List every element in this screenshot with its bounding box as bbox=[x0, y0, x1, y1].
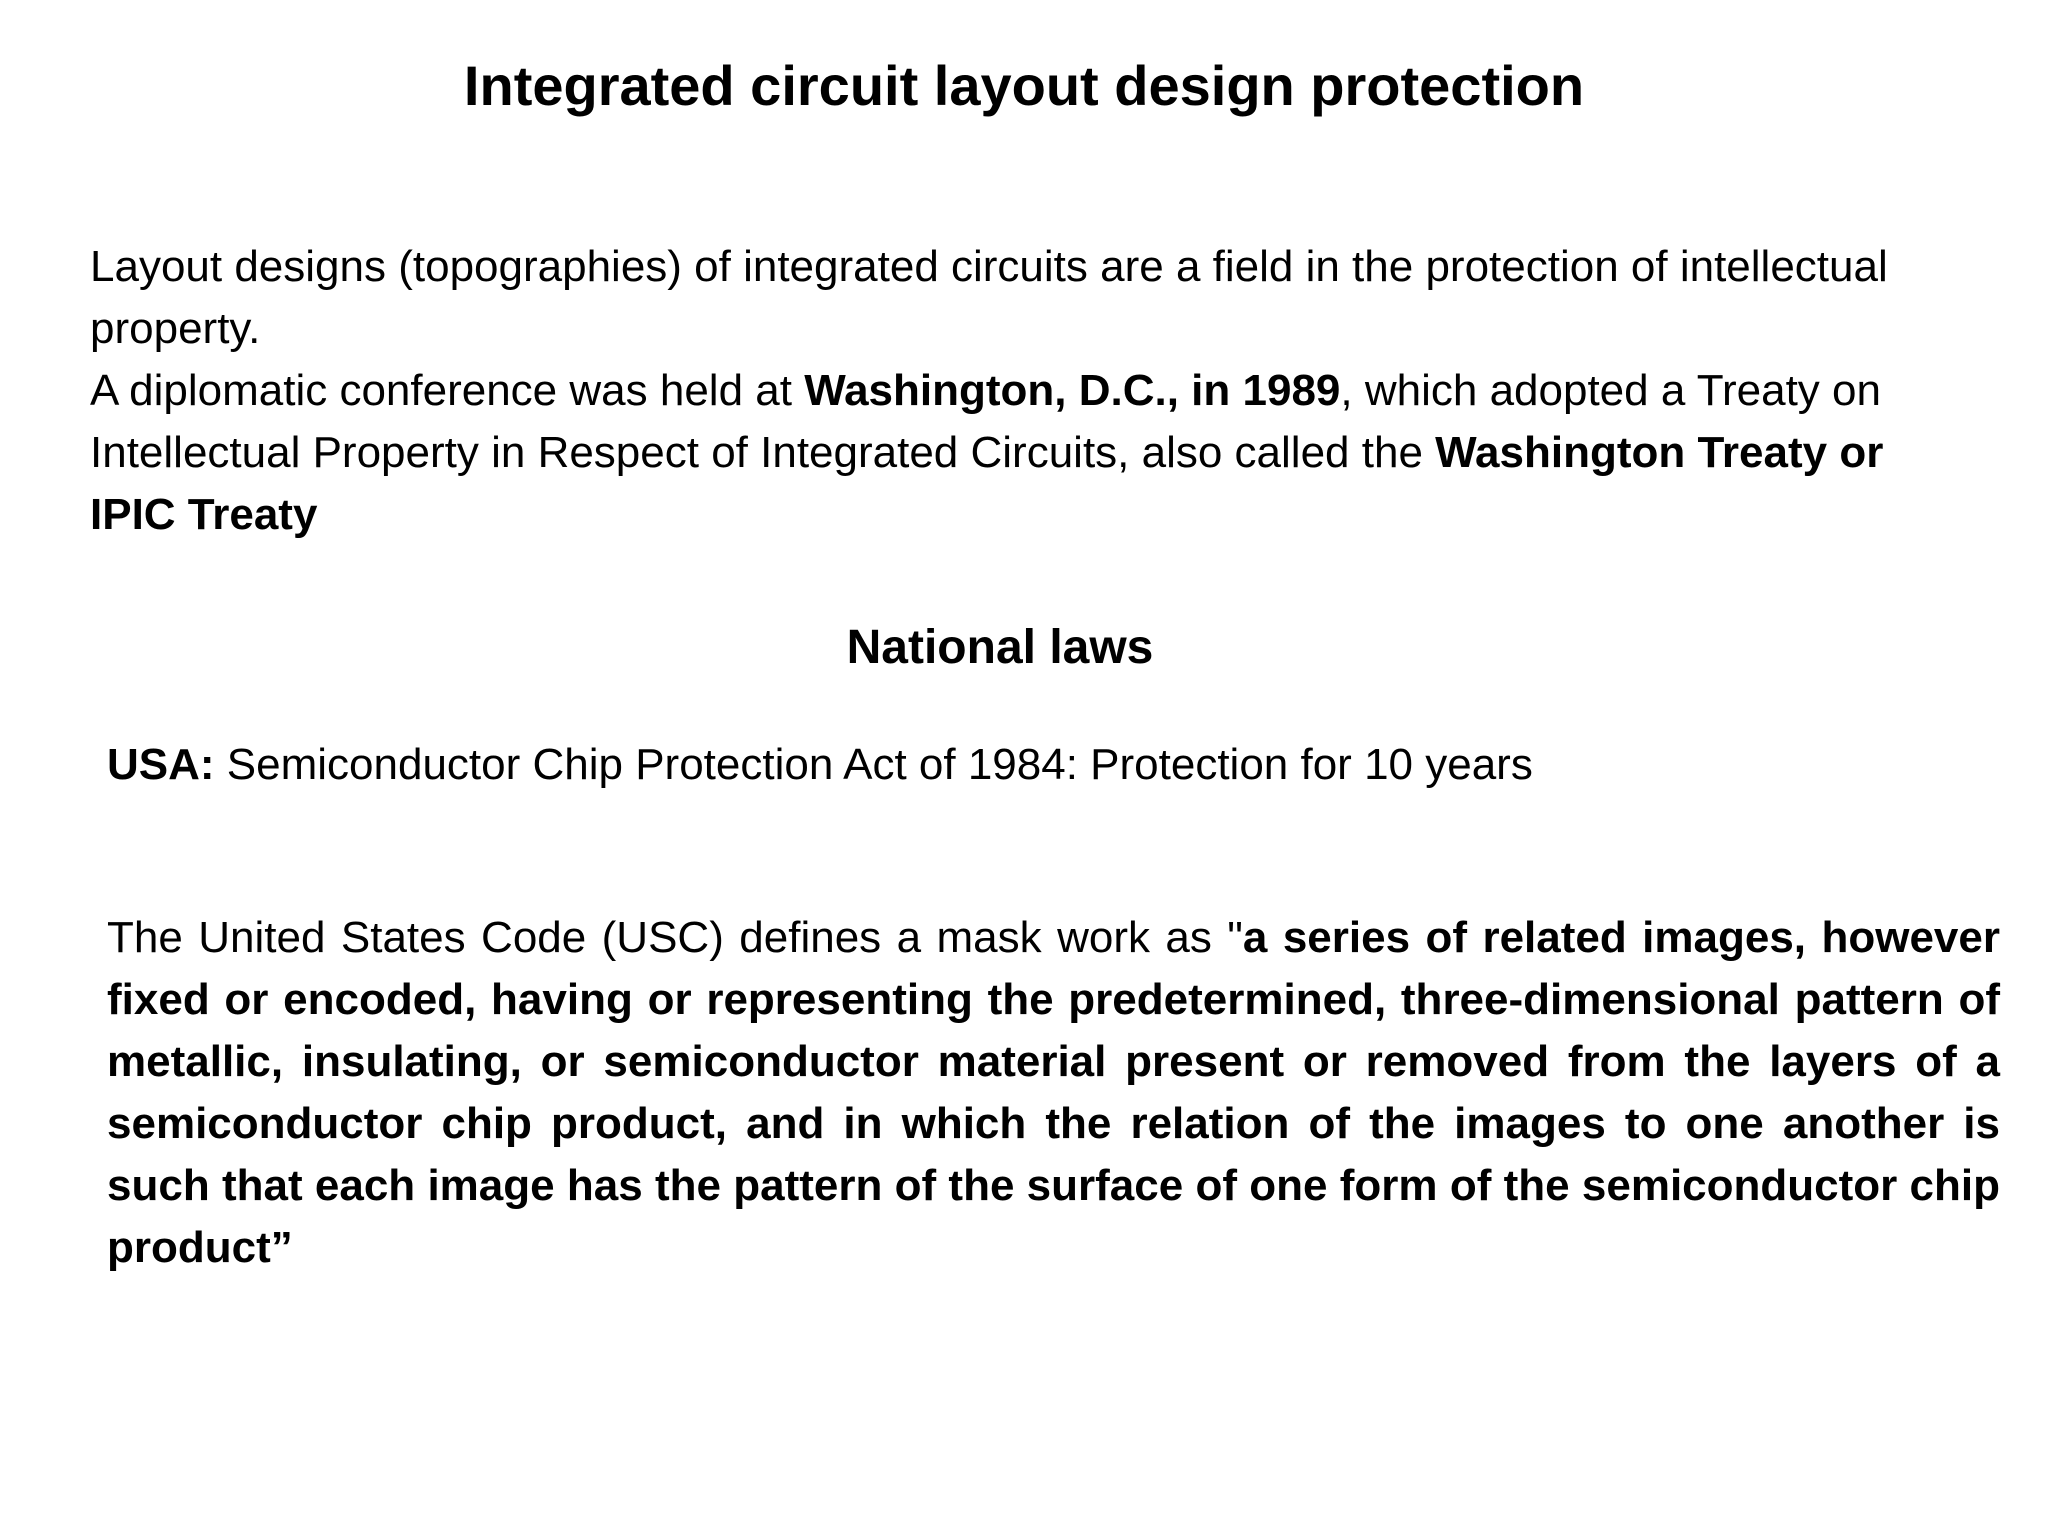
slide-title: Integrated circuit layout design protection bbox=[463, 54, 1585, 117]
definition-quote: a series of related images, however fixed or encoded, having or representing the predetermined, three-dimensional pattern of metallic, insulating, or semiconductor material present or removed from the layers of a semiconductor chip product, and in which the relation of the images to one another is such that each image has the pattern of the surface of one form of the semiconductor chip product” bbox=[107, 913, 2000, 1272]
intro-paragraph-1: Layout designs (topographies) of integrated circuits are a field in the protection of intellectual property. bbox=[90, 242, 1888, 353]
intro-paragraph-2 bbox=[90, 360, 1970, 546]
usa-label: USA: bbox=[107, 740, 215, 789]
usa-law-text: Semiconductor Chip Protection Act of 1984: Protection for 10 years bbox=[214, 740, 1533, 789]
intro-text-b: , which adopted a Treaty on Intellectual Property in Respect of Integrated Circuits, also called the bbox=[90, 366, 1881, 477]
conference-location-date: Washington, D.C., in 1989 bbox=[804, 366, 1341, 415]
definition-intro: The United States Code (USC) defines a mask work as " bbox=[107, 913, 1243, 962]
section-heading-national-laws: National laws bbox=[846, 621, 1154, 674]
intro-section bbox=[90, 236, 1970, 546]
treaty-name: Washington Treaty or IPIC Treaty bbox=[90, 428, 1884, 539]
intro-text-a: A diplomatic conference was held at bbox=[90, 366, 805, 415]
mask-work-definition bbox=[107, 907, 2000, 1279]
usa-law-line bbox=[107, 734, 1987, 796]
